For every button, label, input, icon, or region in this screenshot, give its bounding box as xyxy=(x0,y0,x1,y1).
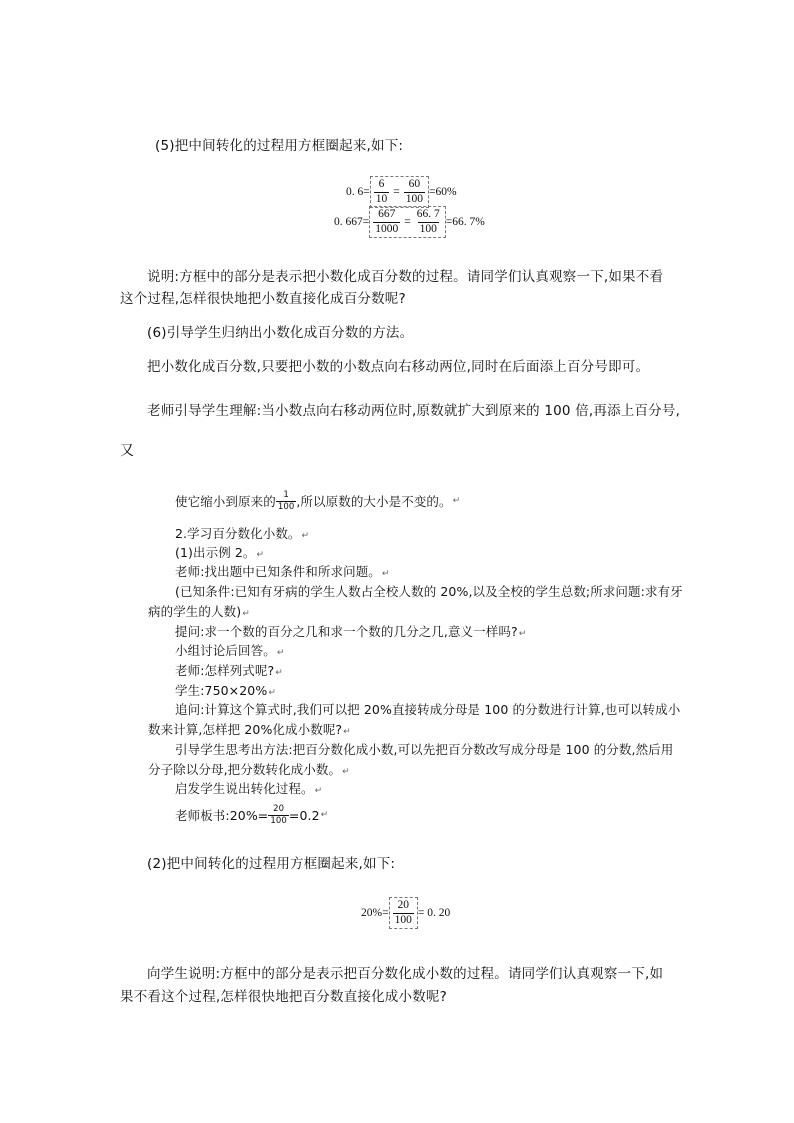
paragraph-mark-icon: ↵ xyxy=(256,550,265,560)
known-line1: (已知条件:已知有牙病的学生人数占全校人数的 20%,以及全校的学生总数;所求问题:求有牙 xyxy=(175,584,683,599)
paragraph-mark-icon: ↵ xyxy=(301,531,310,541)
equation-percent-to-decimal xyxy=(361,897,450,929)
fraction: $\frac{1}{100}$ xyxy=(277,490,295,512)
eq3-rhs: = 0. 20 xyxy=(417,907,451,919)
teacher-formula: 老师:怎样列式呢?↵ xyxy=(175,663,283,678)
fraction: $\frac{20}{100}$ xyxy=(394,899,412,926)
equation-decimal-to-percent-1 xyxy=(346,176,457,208)
rule-decimal-to-percent: 把小数化成百分数,只要把小数的小数点向右移动两位,同时在后面添上百分号即可。 xyxy=(147,359,650,375)
eq2-rhs: =66. 7% xyxy=(445,216,485,228)
eq3-lhs: 20%= xyxy=(361,907,389,919)
guide-line1: 引导学生思考出方法:把百分数化成小数,可以先把百分数改写成分母是 100 的分数,然后用 xyxy=(175,742,674,757)
explain1-line1: 说明:方框中的部分是表示把小数化成百分数的过程。请同学们认真观察一下,如果不看 xyxy=(147,269,664,285)
conversion-dashed-box xyxy=(389,897,418,929)
known-line2: 病的学生的人数)↵ xyxy=(148,604,250,619)
learn2-heading: 2.学习百分数化小数。↵ xyxy=(175,526,310,541)
eq1-lhs: 0. 6= xyxy=(346,186,370,198)
step2-heading: (2)把中间转化的过程用方框圈起来,如下: xyxy=(147,856,396,872)
explain2-line2: 果不看这个过程,怎样很快地把百分数直接化成小数呢? xyxy=(120,989,447,1005)
paragraph-mark-icon: ↵ xyxy=(342,767,350,777)
explain2-line1: 向学生说明:方框中的部分是表示把百分数化成小数的过程。请同学们认真观察一下,如 xyxy=(147,966,664,982)
shrink-sentence: 使它缩小到原来的 $\frac{1}{100}$ ,所以原数的大小是不变的。 ↵ xyxy=(175,490,461,512)
fraction: $\frac{6}{10}$ xyxy=(375,178,388,205)
paragraph-mark-icon: ↵ xyxy=(276,648,285,658)
paragraph-mark-icon: ↵ xyxy=(343,727,351,737)
explain1-line2: 这个过程,怎样很快地把小数直接化成百分数呢? xyxy=(120,291,406,307)
group-discuss: 小组讨论后回答。↵ xyxy=(175,643,285,658)
paragraph-mark-icon: ↵ xyxy=(242,609,250,619)
paragraph-mark-icon: ↵ xyxy=(275,668,283,678)
paragraph-mark-icon: ↵ xyxy=(314,786,323,796)
follow-line1: 追问:计算这个算式时,我们可以把 20%直接转成分母是 100 的分数进行计算,也可以转成小 xyxy=(175,702,681,717)
paragraph-mark-icon: ↵ xyxy=(320,810,329,820)
step5-heading: (5)把中间转化的过程用方框圈起来,如下: xyxy=(155,138,404,154)
eq1-rhs: =60% xyxy=(429,186,457,198)
fraction: $\frac{667}{1000}$ xyxy=(375,208,399,235)
conversion-dashed-box: $\frac{667}{1000}$ = $\frac{66. 7}{100}$ xyxy=(369,206,446,238)
continuation-char: 又 xyxy=(120,443,134,459)
example2: (1)出示例 2。↵ xyxy=(175,545,265,560)
question-ask: 提问:求一个数的百分之几和求一个数的几分之几,意义一样吗?↵ xyxy=(175,624,527,639)
teacher-explanation: 老师引导学生理解:当小数点向右移动两位时,原数就扩大到原来的 100 倍,再添上百分号, xyxy=(147,403,681,419)
paragraph-mark-icon: ↵ xyxy=(518,629,527,639)
teacher-board: 老师板书:20%= $\frac{20}{100}$ =0.2 ↵ xyxy=(175,804,329,826)
fraction: $\frac{66. 7}{100}$ xyxy=(416,208,440,235)
paragraph-mark-icon: ↵ xyxy=(381,569,390,579)
inspire-students: 启发学生说出转化过程。↵ xyxy=(175,781,323,796)
teacher-find: 老师:找出题中已知条件和所求问题。↵ xyxy=(175,564,390,579)
paragraph-mark-icon: ↵ xyxy=(268,688,276,698)
eq2-lhs: 0. 667= xyxy=(334,216,370,228)
student-answer: 学生:750×20%↵ xyxy=(175,683,276,698)
follow-line2: 数来计算,怎样把 20%化成小数呢?↵ xyxy=(148,722,351,737)
guide-line2: 分子除以分母,把分数转化成小数。↵ xyxy=(148,762,350,777)
paragraph-mark-icon: ↵ xyxy=(452,496,461,506)
fraction: $\frac{60}{100}$ xyxy=(405,178,423,205)
conversion-dashed-box: $\frac{6}{10}$ = $\frac{60}{100}$ xyxy=(370,176,429,208)
step6-heading: (6)引导学生归纳出小数化成百分数的方法。 xyxy=(147,325,414,341)
equation-decimal-to-percent-2 xyxy=(334,206,485,238)
fraction: $\frac{20}{100}$ xyxy=(270,804,287,826)
